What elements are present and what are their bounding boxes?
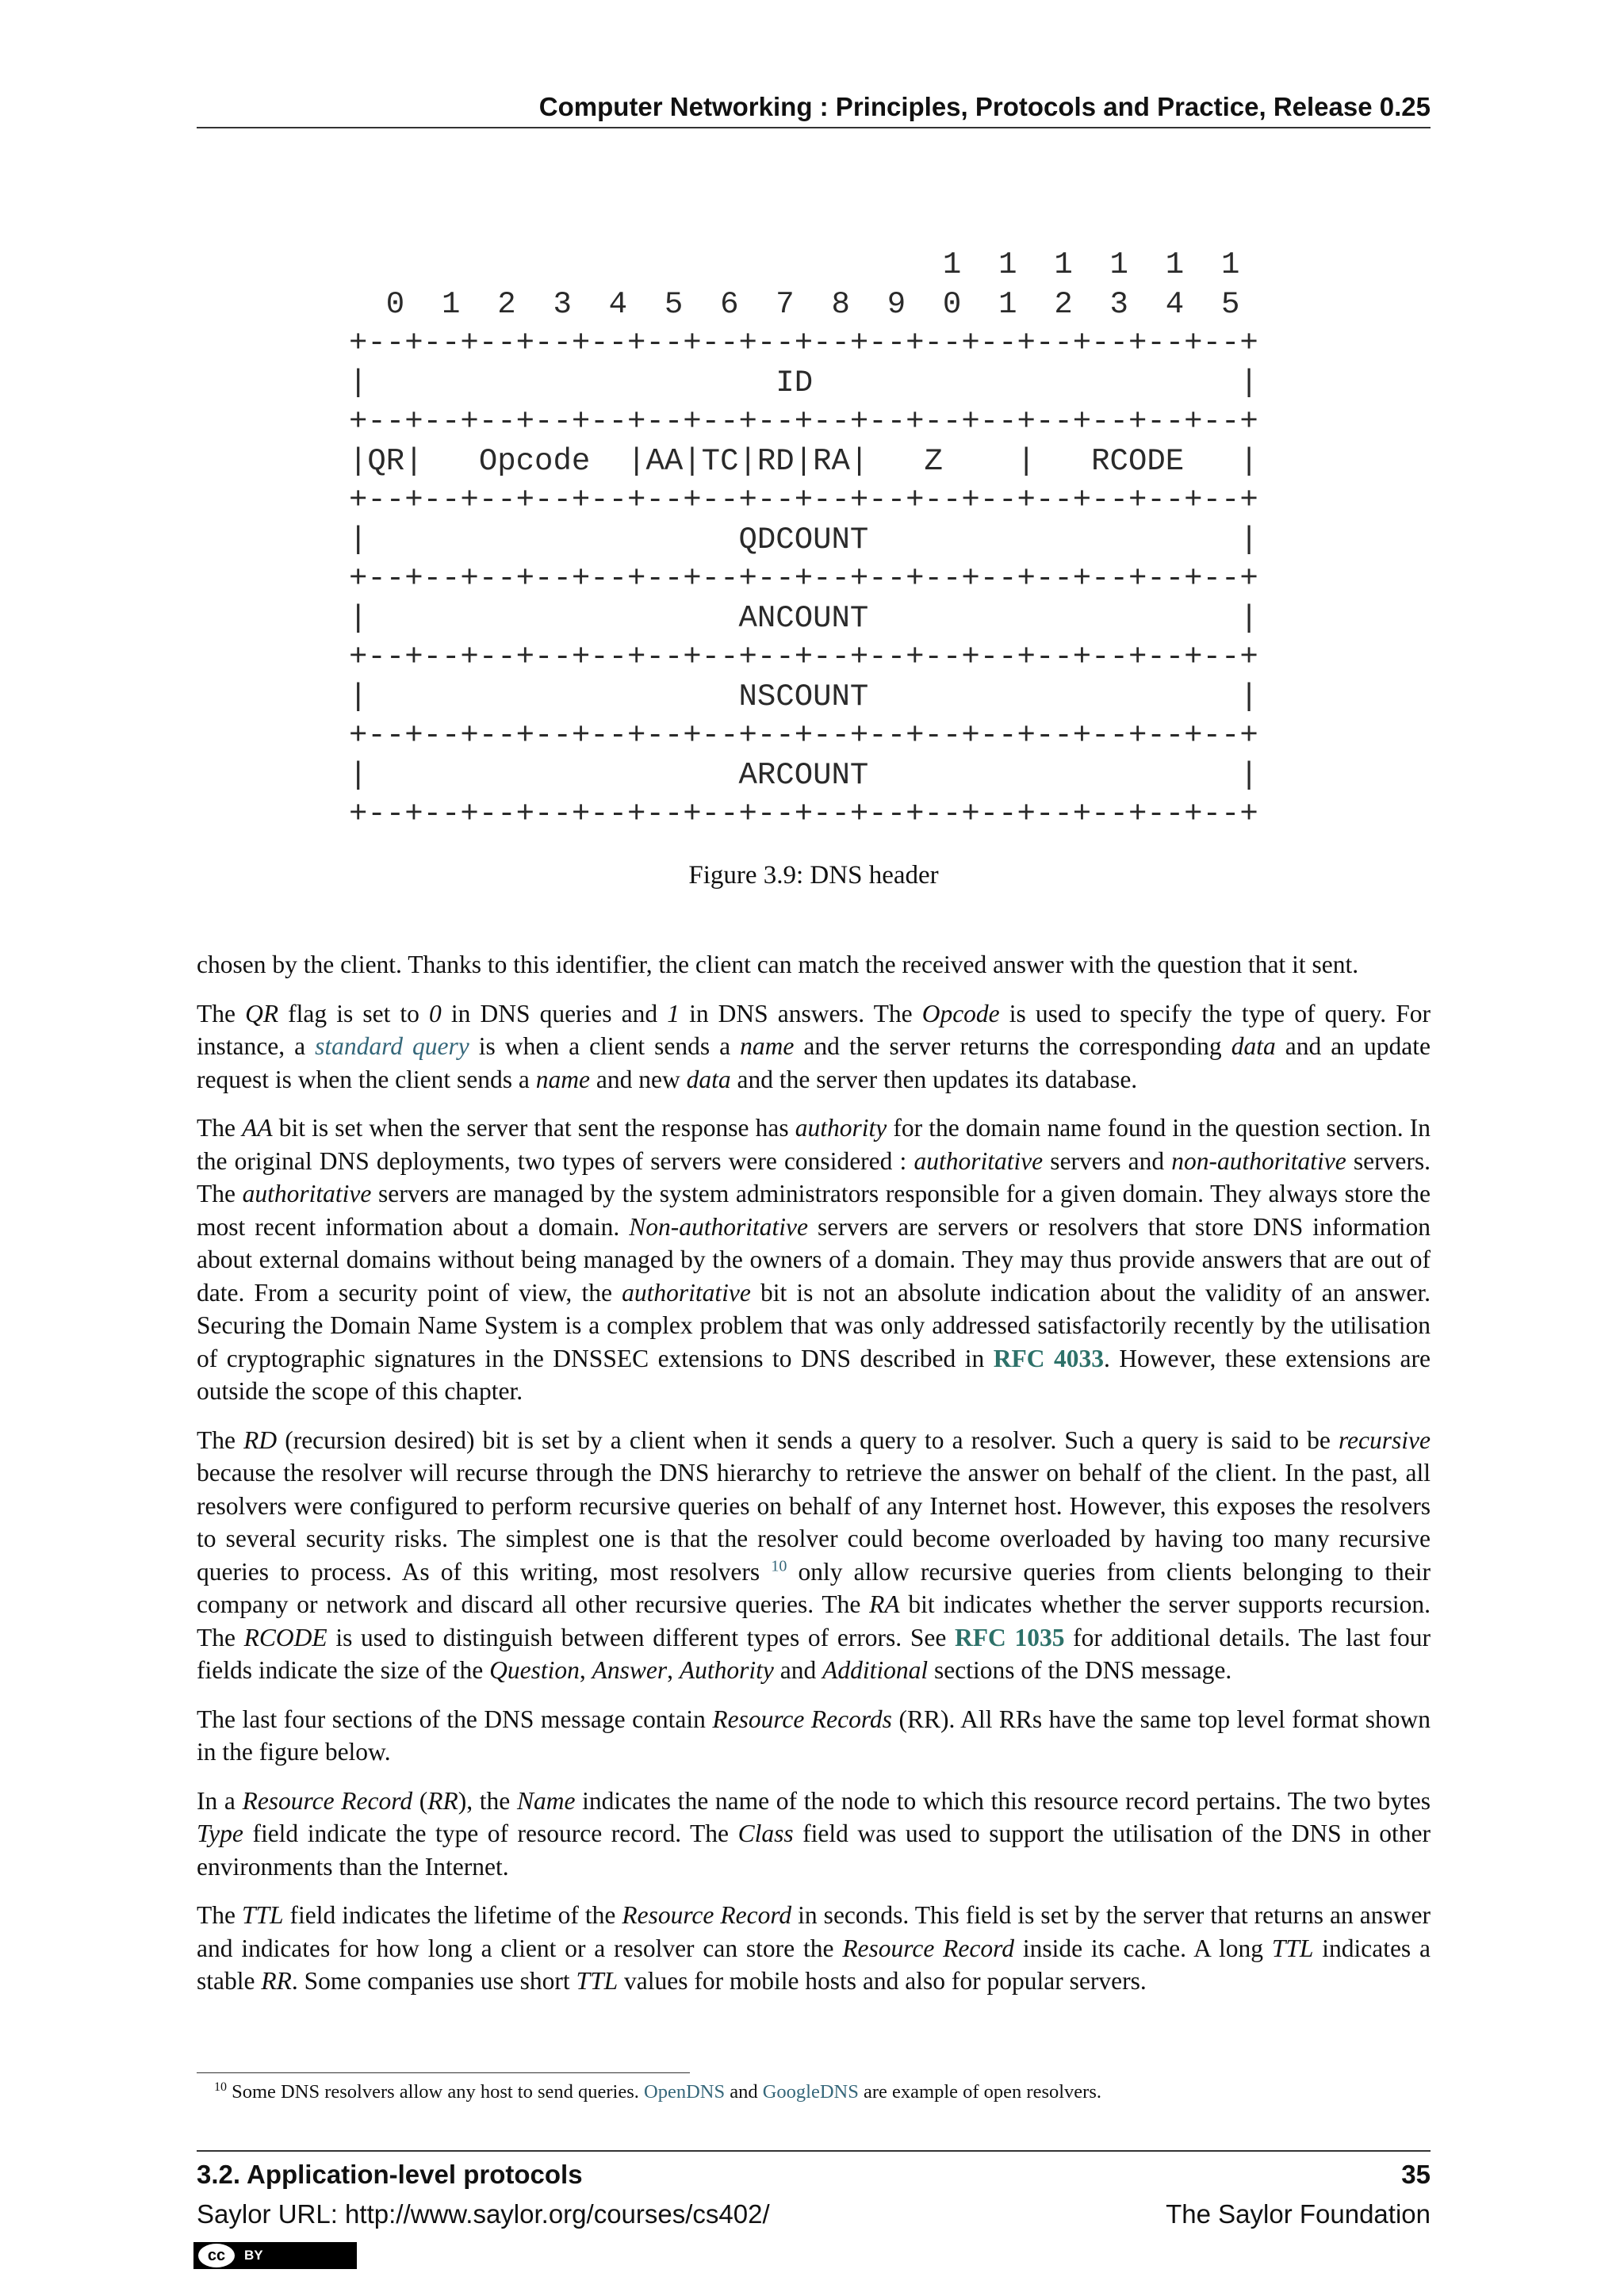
- diagram-line: 0 1 2 3 4 5 6 7 8 9 0 1 2 3 4 5: [349, 286, 1240, 322]
- cc-by-label: BY: [244, 2248, 263, 2263]
- diagram-line: | ANCOUNT |: [349, 600, 1258, 636]
- standard-query-link[interactable]: standard query: [315, 1032, 469, 1060]
- paragraph-1: chosen by the client. Thanks to this identifier, the client can match the received answer with the question that it sent.: [197, 951, 1359, 978]
- running-head: Computer Networking : Principles, Protocols and Practice, Release 0.25: [538, 92, 1431, 121]
- opendns-link[interactable]: OpenDNS: [644, 2081, 726, 2103]
- paragraph-resource-records: The last four sections of the DNS message contain Resource Records (RR). All RRs have the same top level format shown in the figure below.: [197, 1705, 1431, 1766]
- footer-section-title: 3.2. Application-level protocols: [197, 2160, 583, 2189]
- paragraph-rd-bit: The RD (recursion desired) bit is set by a client when it sends a query to a resolver. Such a query is said to be recursive because the resolver will recurse through the DNS hierarchy to retrieve the answer on behalf of the client. In the past, all resolvers were configured to perform recursive queries on behalf of any Internet host. However, this exposes the resolvers to several security risks. The simplest one is that the resolver could become overloaded by having too many recursive queries to process. As of this writing, most resolvers $^{10}$ only allow recursive queries from clients belonging to their company or network and discard all other recursive queries. The RA bit indicates whether the server supports recursion. The RCODE is used to distinguish between different types of errors. See RFC 1035 for additional details. The last four fields indicate the size of the Question, Answer, Authority and Additional sections of the DNS message.: [197, 1425, 1431, 1684]
- footer-section-row: [197, 2160, 1431, 2190]
- rfc-1035-link[interactable]: RFC 1035: [955, 1623, 1065, 1651]
- diagram-line: +--+--+--+--+--+--+--+--+--+--+--+--+--+--+--+--+: [349, 404, 1258, 439]
- diagram-line: +--+--+--+--+--+--+--+--+--+--+--+--+--+--+--+--+: [349, 483, 1258, 518]
- saylor-foundation: The Saylor Foundation: [1166, 2199, 1431, 2229]
- paragraph-qr-flag: The QR flag is set to 0 in DNS queries and 1 in DNS answers. The Opcode is used to specify the type of query. For instance, a standard query is when a client sends a name and the server returns the corresponding data and an update request is when the client sends a name and new data and the server then updates its database.: [197, 999, 1431, 1093]
- footer-rule: [197, 2150, 1431, 2152]
- dns-header-ascii-diagram: [349, 246, 1316, 835]
- diagram-line: | NSCOUNT |: [349, 679, 1258, 714]
- rfc-4033-link[interactable]: RFC 4033: [993, 1344, 1104, 1372]
- diagram-line: +--+--+--+--+--+--+--+--+--+--+--+--+--+--+--+--+: [349, 640, 1258, 675]
- cc-circle-icon: cc: [198, 2244, 235, 2267]
- footnote-ref-10[interactable]: 10: [771, 1557, 787, 1575]
- diagram-line: | ARCOUNT |: [349, 757, 1258, 793]
- diagram-line: +--+--+--+--+--+--+--+--+--+--+--+--+--+--+--+--+: [349, 561, 1258, 596]
- footer-source-row: [197, 2199, 1431, 2229]
- diagram-line: +--+--+--+--+--+--+--+--+--+--+--+--+--+--+--+--+: [349, 326, 1258, 361]
- dns-header-figure: [349, 246, 1316, 832]
- paragraph-ttl: The TTL field indicates the lifetime of the Resource Record in seconds. This field is set by the server that returns an answer and indicates for how long a client or a resolver can store the Resource Record inside its cache. A long TTL indicates a stable RR. Some companies use short TTL values for mobile hosts and also for popular servers.: [197, 1901, 1431, 1995]
- paragraph-aa-bit: The AA bit is set when the server that sent the response has authority for the domain name found in the question section. In the original DNS deployments, two types of servers were considered : authoritative servers and non-authoritative servers. The authoritative servers are managed by the system administrators responsible for a given domain. They always store the most recent information about a domain. Non-authoritative servers are servers or resolvers that store DNS information about external domains without being managed by the owners of a domain. They may thus provide answers that are out of date. From a security point of view, the authoritative bit is not an absolute indication about the validity of an answer. Securing the Domain Name System is a complex problem that was only addressed satisfactorily recently by the utilisation of cryptographic signatures in the DNSSEC extensions to DNS described in RFC 4033. However, these extensions are outside the scope of this chapter.: [197, 1114, 1431, 1405]
- cc-by-license-icon: [193, 2242, 357, 2269]
- diagram-line: 1 1 1 1 1 1: [349, 247, 1240, 282]
- diagram-line: +--+--+--+--+--+--+--+--+--+--+--+--+--+--+--+--+: [349, 718, 1258, 753]
- saylor-url: Saylor URL: http://www.saylor.org/courses/cs402/: [197, 2199, 770, 2229]
- diagram-line: |QR| Opcode |AA|TC|RD|RA| Z | RCODE |: [349, 443, 1258, 479]
- googledns-link[interactable]: GoogleDNS: [762, 2081, 859, 2103]
- footnote-10: $^{10}$ Some DNS resolvers allow any host to send queries. OpenDNS and GoogleDNS are example of open resolvers.: [214, 2080, 1101, 2103]
- paragraph-rr-name: In a Resource Record (RR), the Name indicates the name of the node to which this resource record pertains. The two bytes Type field indicate the type of resource record. The Class field was used to support the utilisation of the DNS in other environments than the Internet.: [197, 1786, 1431, 1881]
- body-text: [197, 948, 1431, 2014]
- page-number: 35: [1401, 2160, 1431, 2189]
- diagram-line: +--+--+--+--+--+--+--+--+--+--+--+--+--+--+--+--+: [349, 797, 1258, 832]
- header-rule: [197, 127, 1431, 128]
- figure-caption: Figure 3.9: DNS header: [688, 861, 939, 890]
- footnote-rule: [197, 2072, 690, 2073]
- diagram-line: | ID |: [349, 365, 1258, 400]
- diagram-line: | QDCOUNT |: [349, 522, 1258, 557]
